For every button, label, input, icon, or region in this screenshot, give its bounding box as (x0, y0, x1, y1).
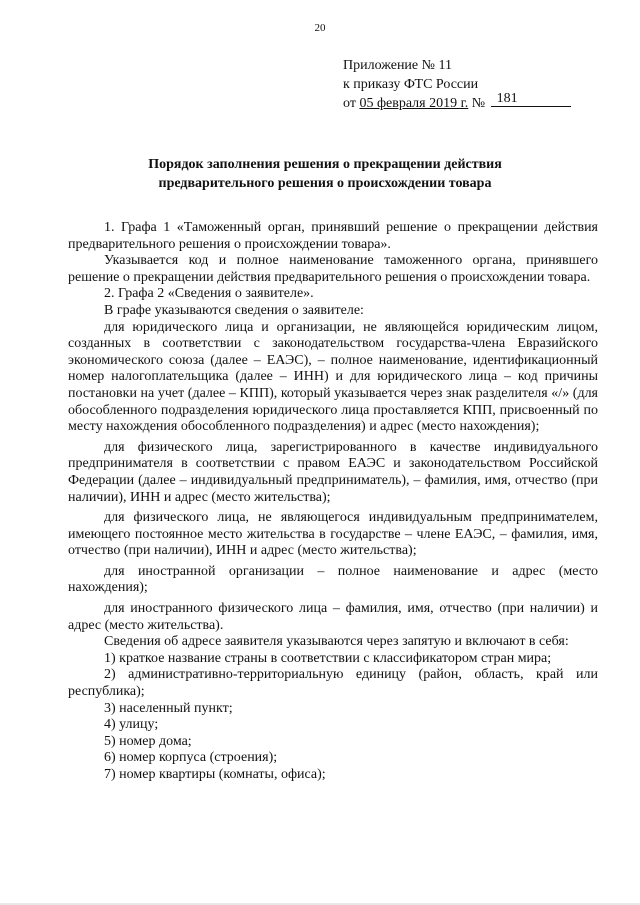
list-item: 3) населенный пункт; (104, 700, 233, 716)
paragraph: 2. Графа 2 «Сведения о заявителе». (104, 286, 314, 302)
annex-order-ref: к приказу ФТС России (343, 77, 479, 92)
list-item: 5) номер дома; (104, 733, 192, 749)
annex-date-prefix: от (343, 96, 356, 111)
list-item: 4) улицу; (104, 717, 159, 733)
document-title-line-1: Порядок заполнения решения о прекращении действия (148, 157, 502, 172)
paragraph: для физического лица, не являющегося индивидуальным предпринимателем, имеющего постоянное место жительства в государстве – члене ЕАЭС, – фамилия, имя, отчество (при наличии), ИНН и адрес (место жительства); (68, 510, 598, 559)
annex-number: 181 (496, 91, 518, 106)
document-title (100, 155, 550, 193)
annex-date-line (343, 91, 571, 113)
list-item: 6) номер корпуса (строения); (104, 750, 278, 766)
annex-date: 05 февраля 2019 г. (359, 96, 469, 111)
paragraph: В графе указываются сведения о заявителе: (104, 302, 364, 318)
page-number: 20 (314, 22, 326, 34)
list-item: 2) административно-территориальную единицу (район, область, край или республика); (68, 667, 598, 700)
annex-number-underline (491, 91, 571, 107)
document-title-line-2: предварительного решения о происхождении товара (158, 176, 492, 191)
annex-number-label: № (471, 96, 486, 111)
paragraph: Указывается код и полное наименование таможенного органа, принявшего решение о прекращении действия предварительного решения о происхождении товара. (68, 253, 598, 285)
paragraph: для иностранной организации – полное наименование и адрес (место нахождения); (68, 563, 598, 596)
paragraph: 1. Графа 1 «Таможенный орган, принявший решение о прекращении действия предварительного решения о происхождении товара». (68, 220, 598, 252)
document-body (68, 220, 598, 784)
list-item: 1) краткое название страны в соответствии с классификатором стран мира; (104, 650, 552, 666)
paragraph: для юридического лица и организации, не являющейся юридическим лицом, созданных в соответствии с законодательством государства-члена Евразийского экономического союза (далее – ЕАЭС), – полное наименование, идентификационный номер налогоплательщика (далее – ИНН) и для юридического лица – код причины постановки на учет (далее – КПП), который указывается через знак разделителя «/» (для обособленного подразделения юридического лица проставляется КПП, присвоенный по месту нахождения обособленного подразделения) и адрес (место нахождения); (68, 319, 598, 435)
paragraph: для иностранного физического лица – фамилия, имя, отчество (при наличии) и адрес (место жительства). (68, 601, 598, 633)
annex-header (343, 56, 571, 113)
paragraph: Сведения об адресе заявителя указываются через запятую и включают в себя: (104, 634, 569, 650)
paragraph: для физического лица, зарегистрированного в качестве индивидуального предпринимателя в соответствии с правом ЕАЭС и законодательством Российской Федерации (далее – индивидуальный предприниматель), – фамилия, имя, отчество (при наличии), ИНН и адрес (место жительства); (68, 439, 598, 505)
list-item: 7) номер квартиры (комнаты, офиса); (104, 767, 326, 782)
annex-title: Приложение № 11 (343, 58, 452, 73)
